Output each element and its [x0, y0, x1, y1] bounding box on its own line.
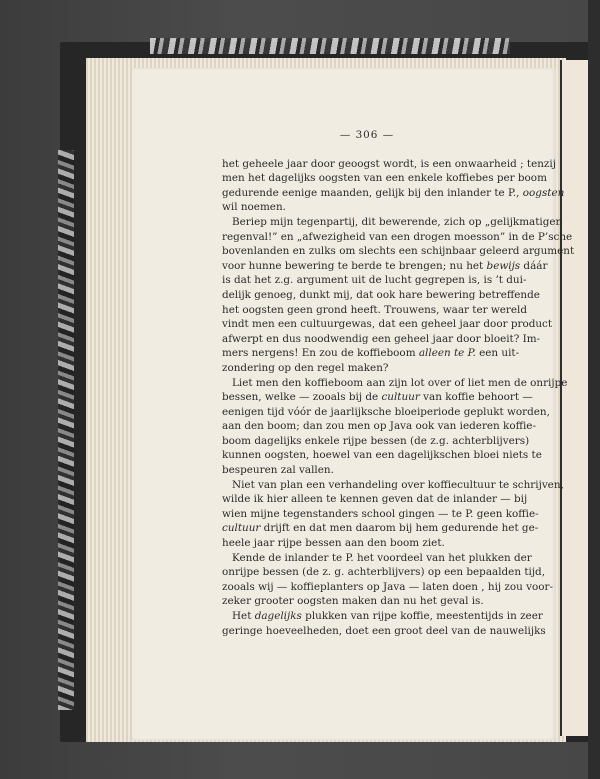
- text-line: [222, 273, 527, 288]
- text-line: [222, 376, 568, 391]
- paragraph: [222, 478, 564, 551]
- text-line: [222, 507, 539, 522]
- text-run: eenigen tijd vóór de jaarlijksche bloeiperiode geplukt worden,: [222, 405, 550, 418]
- text-run: geringe hoeveelheden, doet een groot deel van de nauwelijks: [222, 624, 546, 637]
- italic-text: oogsten: [522, 186, 565, 199]
- text-run: wien mijne tegenstanders school gingen — te P. geen koffie-: [222, 507, 539, 520]
- text-run: dáár: [520, 259, 548, 272]
- paragraph: [222, 215, 575, 376]
- italic-text: bewijs: [486, 259, 521, 272]
- text-line: [222, 157, 556, 172]
- paragraph: [222, 376, 568, 478]
- marbled-edge-top: [150, 38, 510, 54]
- text-line: [222, 609, 543, 624]
- text-line: [222, 317, 553, 332]
- text-run: aan den boom; dan zou men op Java ook van iederen koffie-: [222, 420, 536, 433]
- text-line: [222, 419, 536, 434]
- text-line: [222, 215, 563, 230]
- text-line: [222, 186, 565, 201]
- dark-border: [588, 0, 600, 779]
- text-line: [222, 521, 539, 536]
- text-run: van koffie behoort —: [419, 391, 533, 404]
- text-run: mers nergens! En zou de koffieboom: [222, 347, 419, 360]
- text-run: zeker grooter oogsten maken dan nu het geval is.: [222, 595, 484, 608]
- text-line: [222, 448, 542, 463]
- text-run: afwerpt en dus noodwendig een geheel jaar door bloeit? Im-: [222, 332, 541, 345]
- text-run: Kende de inlander te P. het voordeel van het plukken der: [232, 551, 532, 564]
- text-line: [222, 288, 540, 303]
- body-text: [222, 157, 575, 639]
- text-run: regenval!” en „afwezigheid van een drogen moesson” in de P’sche: [222, 230, 573, 243]
- text-run: drijft en dat men daarom bij hem gedurende het ge-: [260, 522, 539, 535]
- text-line: [222, 244, 575, 259]
- text-run: heele jaar rijpe bessen aan den boom ziet.: [222, 537, 445, 550]
- text-line: [222, 594, 512, 609]
- text-run: bessen, welke — zooals bij de: [222, 391, 382, 404]
- text-run: delijk genoeg, dunkt mij, dat ook hare bewering betreffende: [222, 288, 540, 301]
- text-run: Niet van plan een verhandeling over koffiecultuur te schrijven,: [232, 478, 564, 491]
- text-run: vindt men een cultuurgewas, dat een geheel jaar door product: [222, 318, 553, 331]
- text-line: [222, 580, 554, 595]
- text-run: Beriep mijn tegenpartij, dit bewerende, zich op „gelijkmatigen: [232, 215, 563, 228]
- text-run: is dat het z.g. argument uit de lucht gegrepen is, is ’t dui-: [222, 274, 527, 287]
- marbled-edge-left: [58, 150, 74, 710]
- text-line: [222, 390, 533, 405]
- text-line: [222, 346, 520, 361]
- text-line: [222, 361, 512, 376]
- text-run: gedurende eenige maanden, gelijk bij den inlander te P.,: [222, 186, 523, 199]
- text-line: [222, 332, 541, 347]
- paragraph: [222, 609, 546, 638]
- text-run: Liet men den koffieboom aan zijn lot over of liet men de onrijpe: [232, 376, 568, 389]
- italic-text: cultuur: [222, 522, 261, 535]
- text-run: plukken van rijpe koffie, meestentijds in zeer: [301, 610, 543, 622]
- text-line: [222, 478, 564, 493]
- text-line: [222, 405, 550, 420]
- text-run: bespeuren zal vallen.: [222, 464, 334, 477]
- text-line: [222, 259, 548, 274]
- text-line: [222, 171, 547, 186]
- text-run: kunnen oogsten, hoewel van een dagelijkschen bloei niets te: [222, 449, 542, 462]
- text-line: [222, 230, 573, 245]
- text-run: zondering op den regel maken?: [222, 361, 389, 374]
- text-run: het oogsten geen grond heeft. Trouwens, waar ter wereld: [222, 303, 528, 316]
- text-line: [222, 536, 512, 551]
- text-line: [222, 463, 512, 478]
- text-run: wilde ik hier alleen te kennen geven dat de inlander — bij: [222, 493, 528, 506]
- text-line: [222, 200, 512, 215]
- italic-text: dagelijks: [254, 610, 302, 622]
- text-run: het geheele jaar door geoogst wordt, is een onwaarheid ; tenzij: [222, 157, 556, 170]
- italic-text: alleen te P.: [418, 347, 476, 360]
- text-run: bovenlanden en zulks om slechts een schijnbaar geleerd argument: [222, 245, 575, 258]
- paragraph: [222, 551, 554, 609]
- text-run: zooals wij — koffieplanters op Java — laten doen , hij zou voor-: [222, 580, 554, 593]
- text-line: [222, 492, 528, 507]
- page-text: [222, 128, 575, 638]
- page-number: — 306 —: [339, 129, 395, 141]
- paragraph: [222, 157, 565, 215]
- text-run: men het dagelijks oogsten van een enkele koffiebes per boom: [222, 172, 547, 185]
- text-run: onrijpe bessen (de z. g. achterblijvers) op een bepaalden tijd,: [222, 566, 545, 579]
- text-line: [222, 303, 528, 318]
- text-line: [222, 565, 545, 580]
- text-line: [222, 551, 532, 566]
- text-run: boom dagelijks enkele rijpe bessen (de z.g. achterblijvers): [222, 434, 530, 447]
- text-line: [222, 434, 530, 449]
- text-run: wil noemen.: [222, 201, 286, 214]
- text-run: Het: [232, 610, 255, 622]
- italic-text: cultuur: [381, 391, 420, 404]
- text-line: [222, 624, 546, 639]
- text-run: voor hunne bewering te berde te brengen; nu het: [222, 259, 487, 272]
- text-run: een uit-: [475, 347, 520, 360]
